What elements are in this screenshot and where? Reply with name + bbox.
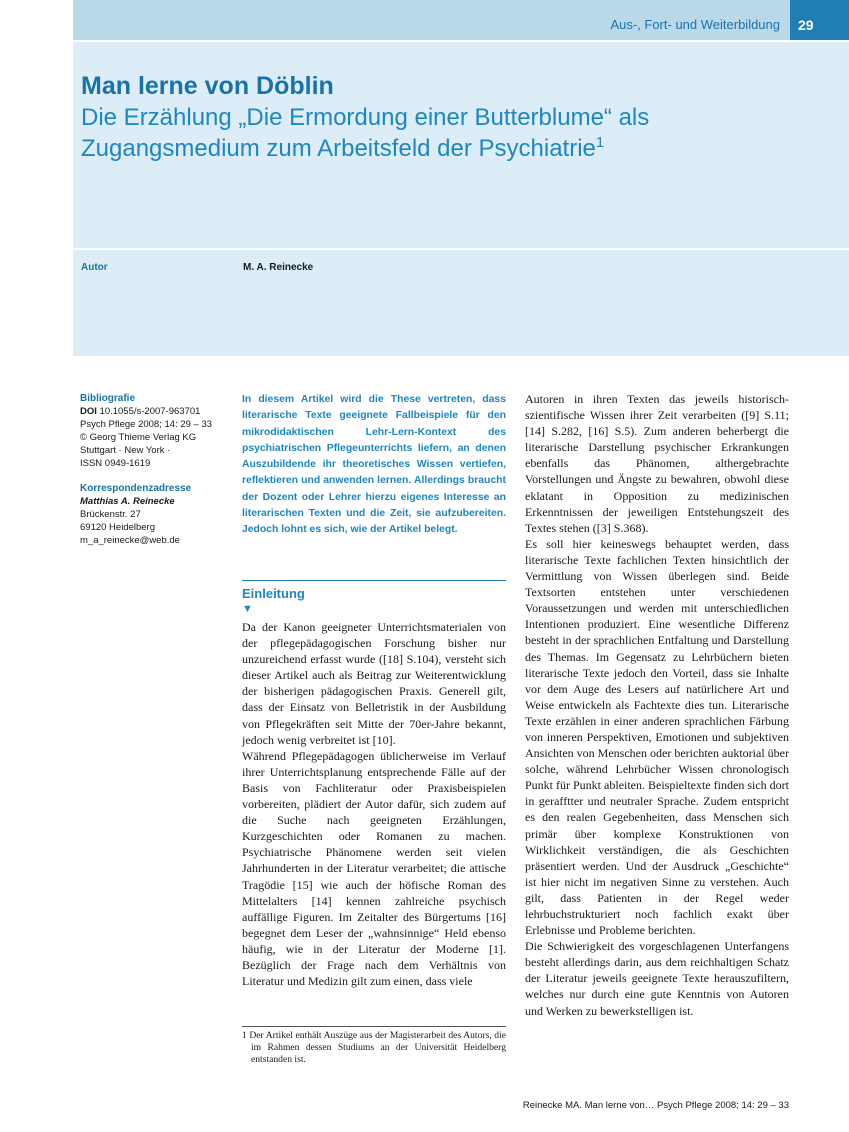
doi-label: DOI (80, 406, 97, 417)
paragraph: Es soll hier keineswegs behauptet werden, dass literarische Texte fachlichen Texten hinsichtlich der Vermittlung von Wissen überlegen sind. Beide Textsorten entstehen unter verschiedenen Voraussetzungen und werden mit unterschiedlichen Intentionen produziert. Eine wesentliche Differenz besteht in der sprachlichen Entfaltung und Darstellung des Themas. Im Gegensatz zu Lehrbüchern bieten literarische Texte jedoch den Vorteil, dass sie Inhalte vor dem Auge des Lesers auf natürlichere Art und Weise entwickeln als Fachtexte dies tun. Literarische Texte erzählen in einer anderen sprachlichen Färbung von inneren Perspektiven, Emotionen und subjektiven Ansichten von Menschen oder berichten auktorial über solche, während Lehrbücher Wissen chronologisch Punkt für Punkt ableiten. Beispieltexte finden sich dort in gerafftter und neutraler Sprache. Zudem entspricht es den realen Gegebenheiten, dass Menschen sich primär über komplexe Konstruktionen von Wirklichkeit verständigen, die als Geschichten präsentiert werden. Und der Ausdruck „Geschichte“ ist hier nicht im negativen Sinne zu verstehen. Auch gilt, dass Patienten in der Regel weder lehrbuchstrukturiert noch fachlich exakt über Erlebnisse und Probleme berichten. (525, 536, 789, 938)
issn: ISSN 0949-1619 (80, 458, 151, 469)
subtitle-text: Die Erzählung „Die Ermordung einer Butterblume“ als Zugangsmedium zum Arbeitsfeld der Psychiatrie (81, 104, 650, 162)
page-footer: Reinecke MA. Man lerne von… Psych Pflege 2008; 14: 29 – 33 (522, 1100, 789, 1111)
bibliography-heading: Bibliografie (80, 393, 136, 404)
article-title: Man lerne von Döblin (81, 72, 334, 100)
metadata-sidebar (80, 392, 230, 547)
footnote-mark: 1 (595, 134, 605, 151)
body-column-2 (525, 391, 789, 1019)
correspondence-name: Matthias A. Reinecke (80, 496, 175, 507)
paragraph: Da der Kanon geeigneter Unterrichtsmaterialen von der pflegepädagogischen Forschung bisher nur unzureichend erfasst wurde ([18] S.104), versteht sich dieser Artikel auch als Beitrag zur Weiterentwicklung der bisherigen pädagogischen Praxis. Generell gilt, dass der Einsatz von Belletristik in der Ausbildung von Pflegekräften seit Mitte der 70er-Jahre bekannt, jedoch wenig verbreitet ist [10]. (242, 620, 506, 747)
article-subtitle (81, 102, 801, 164)
paragraph: Autoren in ihren Texten das jeweils historisch-szientifische Wissen ihrer Zeit verarbeiten ([9] S.11; [14] S.282, [16] S.5). Zum anderen beherbergt die literarische Darstellung psychischer Erkrankungen ebenfalls das Phänomen, althergebrachte Vorstellungen und Ängste zu bewahren, obwohl diese eklatant in Opposition zu medizinischen Erkenntnissen der jeweiligen Entstehungszeit des Textes stehen ([3] S.368). (525, 392, 789, 535)
author-box (73, 250, 849, 356)
journal-citation: Psych Pflege 2008; 14: 29 – 33 (80, 419, 213, 430)
author-name: M. A. Reinecke (243, 262, 314, 273)
correspondence-heading: Korrespondenzadresse (80, 483, 192, 494)
author-label: Autor (81, 262, 108, 273)
section-label: Aus-, Fort- und Weiterbildung (610, 17, 780, 32)
footnote-rule (242, 1026, 506, 1027)
title-box (73, 42, 849, 248)
publisher-city: Stuttgart · New York · (80, 445, 171, 456)
doi-line (80, 405, 230, 418)
footnote: 1 Der Artikel enthält Auszüge aus der Magisterarbeit des Autors, die im Rahmen dessen Studiums an der Universität Heidelberg entstanden ist. (242, 1030, 506, 1066)
body-column-1 (242, 619, 506, 989)
section-arrow-icon: ▼ (242, 603, 253, 615)
section-rule (242, 580, 506, 581)
correspondence-street: Brückenstr. 27 (80, 509, 141, 520)
paragraph: Die Schwierigkeit des vorgeschlagenen Unterfangens besteht allerdings darin, aus dem reichhaltigen Schatz der Literatur jeweils geeignete Texte herauszufiltern, welches nur durch eine gute Kenntnis von Autoren und Werken zu bewerkstelligen ist. (525, 939, 789, 1018)
section-heading: Einleitung (242, 586, 305, 601)
correspondence-email: m_a_reinecke@web.de (80, 535, 180, 546)
abstract: In diesem Artikel wird die These vertreten, dass literarische Texte geeignete Fallbeispiele für den mikrodidaktischen Lehr-Lern-Kontext des psychiatrischen Pflegeunterrichts liefern, an denen Auszubildende ihr theoretisches Wissen vertiefen, reflektieren und anwenden lernen. Allerdings braucht der Dozent oder Lehrer hierzu eigenes Interesse an literarischen Texten und die Zeit, sie aufzubereiten. Jedoch lohnt es sich, wie der Artikel belegt. (242, 394, 506, 536)
paragraph: Während Pflegepädagogen üblicherweise im Verlauf ihrer Unterrichtsplanung entsprechende Fälle auf der Basis von Fachliteratur oder Praxisbeispielen vorbereiten, plädiert der Autor dafür, sich zudem auf die Suche nach geeigneten Erzählungen, Kurzgeschichten oder Romanen zu machen. Psychiatrische Phänomene werden seit vielen Jahrhunderten in der Literatur verarbeitet; die attische Tragödie [15] wie auch der höfische Roman des Mittelalters [14] kennen zahlreiche psychisch auffällige Figuren. Im Zeitalter des Bürgertums [16] begegnet dem Leser der „wahnsinnige“ Held ebenso häufig, wie in der Literatur der Moderne [1]. Bezüglich der Frage nach dem Verhältnis von Literatur und Medizin gilt zum einen, dass viele (242, 748, 506, 989)
correspondence-city: 69120 Heidelberg (80, 522, 156, 533)
page-number: 29 (790, 0, 849, 40)
doi-value: 10.1055/s-2007-963701 (99, 406, 201, 417)
publisher: © Georg Thieme Verlag KG (80, 432, 197, 443)
